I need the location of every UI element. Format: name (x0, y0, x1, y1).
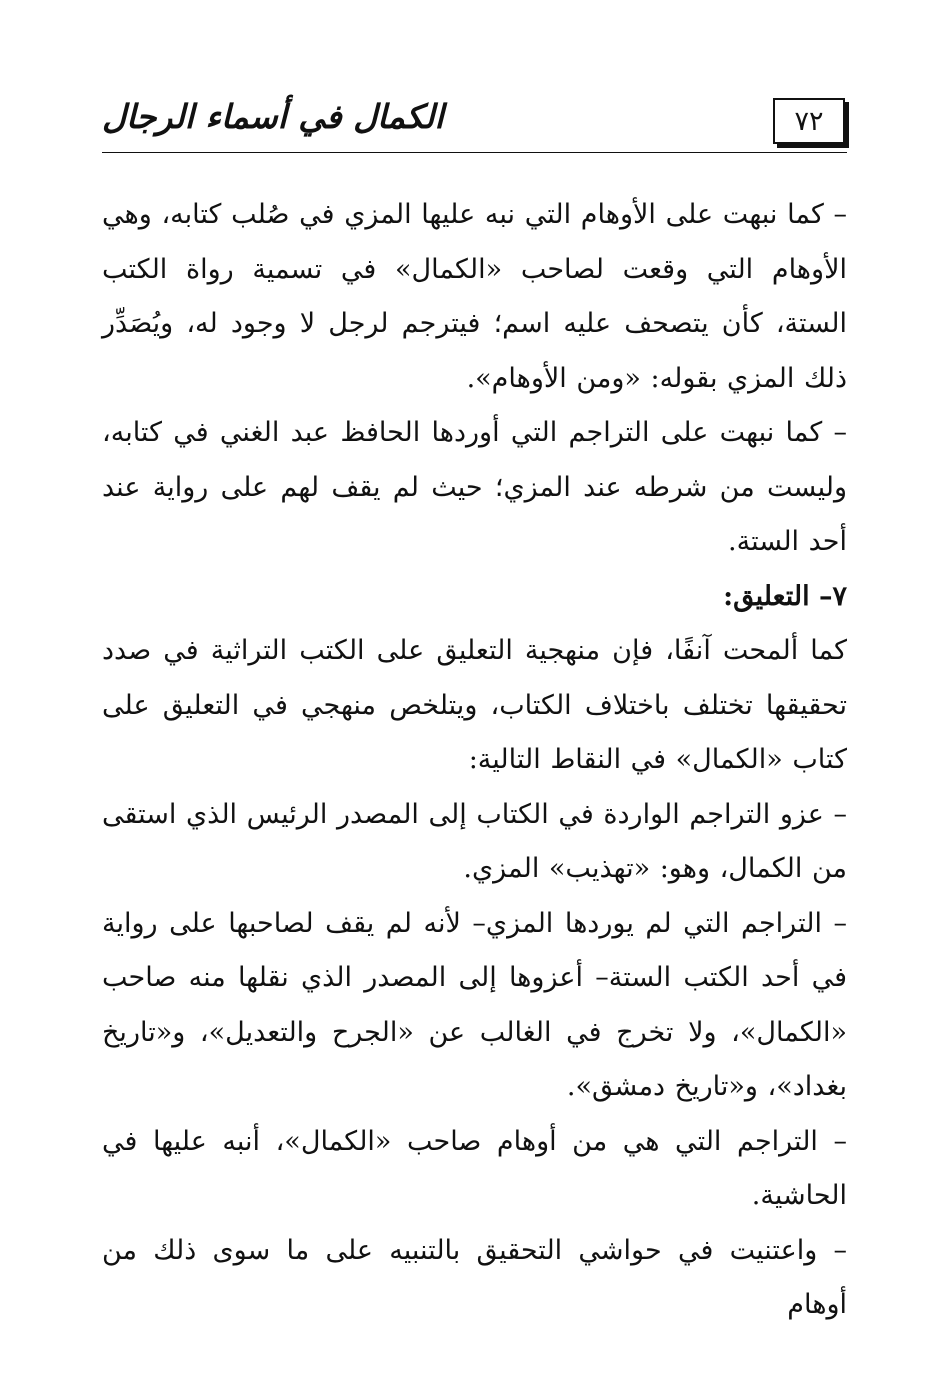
paragraph-note-tarajim: – كما نبهت على التراجم التي أوردها الحافظ عبد الغني في كتابه، وليست من شرطه عند المزي؛ حيث لم يقف لهم على رواية عند أحد الستة. (102, 417, 847, 557)
paragraph-point-4: – واعتنيت في حواشي التحقيق بالتنبيه على ما سوى ذلك من أوهام (102, 1234, 847, 1320)
page-number: ٧٢ (794, 105, 824, 137)
paragraph-point-1: – عزو التراجم الواردة في الكتاب إلى المصدر الرئيس الذي استقى من الكمال، وهو: «تهذيب» المزي. (102, 798, 847, 884)
book-title: الكمال في أسماء الرجال (102, 97, 444, 136)
section-heading-taliq: ٧– التعليق: (723, 580, 847, 612)
header-rule (102, 152, 847, 153)
paragraph-point-3: – التراجم التي هي من أوهام صاحب «الكمال»، أنبه عليها في الحاشية. (102, 1125, 847, 1211)
paragraph-point-2: – التراجم التي لم يوردها المزي– لأنه لم يقف لصاحبها على رواية في أحد الكتب الستة– أعزوها إلى المصدر الذي نقلها منه صاحب «الكمال»، ولا تخرج في الغالب عن «الجرح والتعديل»، و«تاريخ بغداد»، و«تاريخ دمشق». (102, 907, 847, 1102)
paragraph-intro-taliq: كما ألمحت آنفًا، فإن منهجية التعليق على الكتب التراثية في صدد تحقيقها تختلف باختلاف الكتاب، ويتلخص منهجي في التعليق على كتاب «الكمال» في النقاط التالية: (102, 635, 847, 775)
page-body (102, 188, 847, 1333)
page-number-box (773, 98, 845, 144)
paragraph-note-wahm: – كما نبهت على الأوهام التي نبه عليها المزي في صُلب كتابه، وهي الأوهام التي وقعت لصاحب «الكمال» في تسمية رواة الكتب الستة، كأن يتصحف عليه اسم؛ فيترجم لرجل لا وجود له، ويُصَدِّر ذلك المزي بقوله: «ومن الأوهام». (102, 199, 847, 394)
running-header (102, 92, 847, 158)
